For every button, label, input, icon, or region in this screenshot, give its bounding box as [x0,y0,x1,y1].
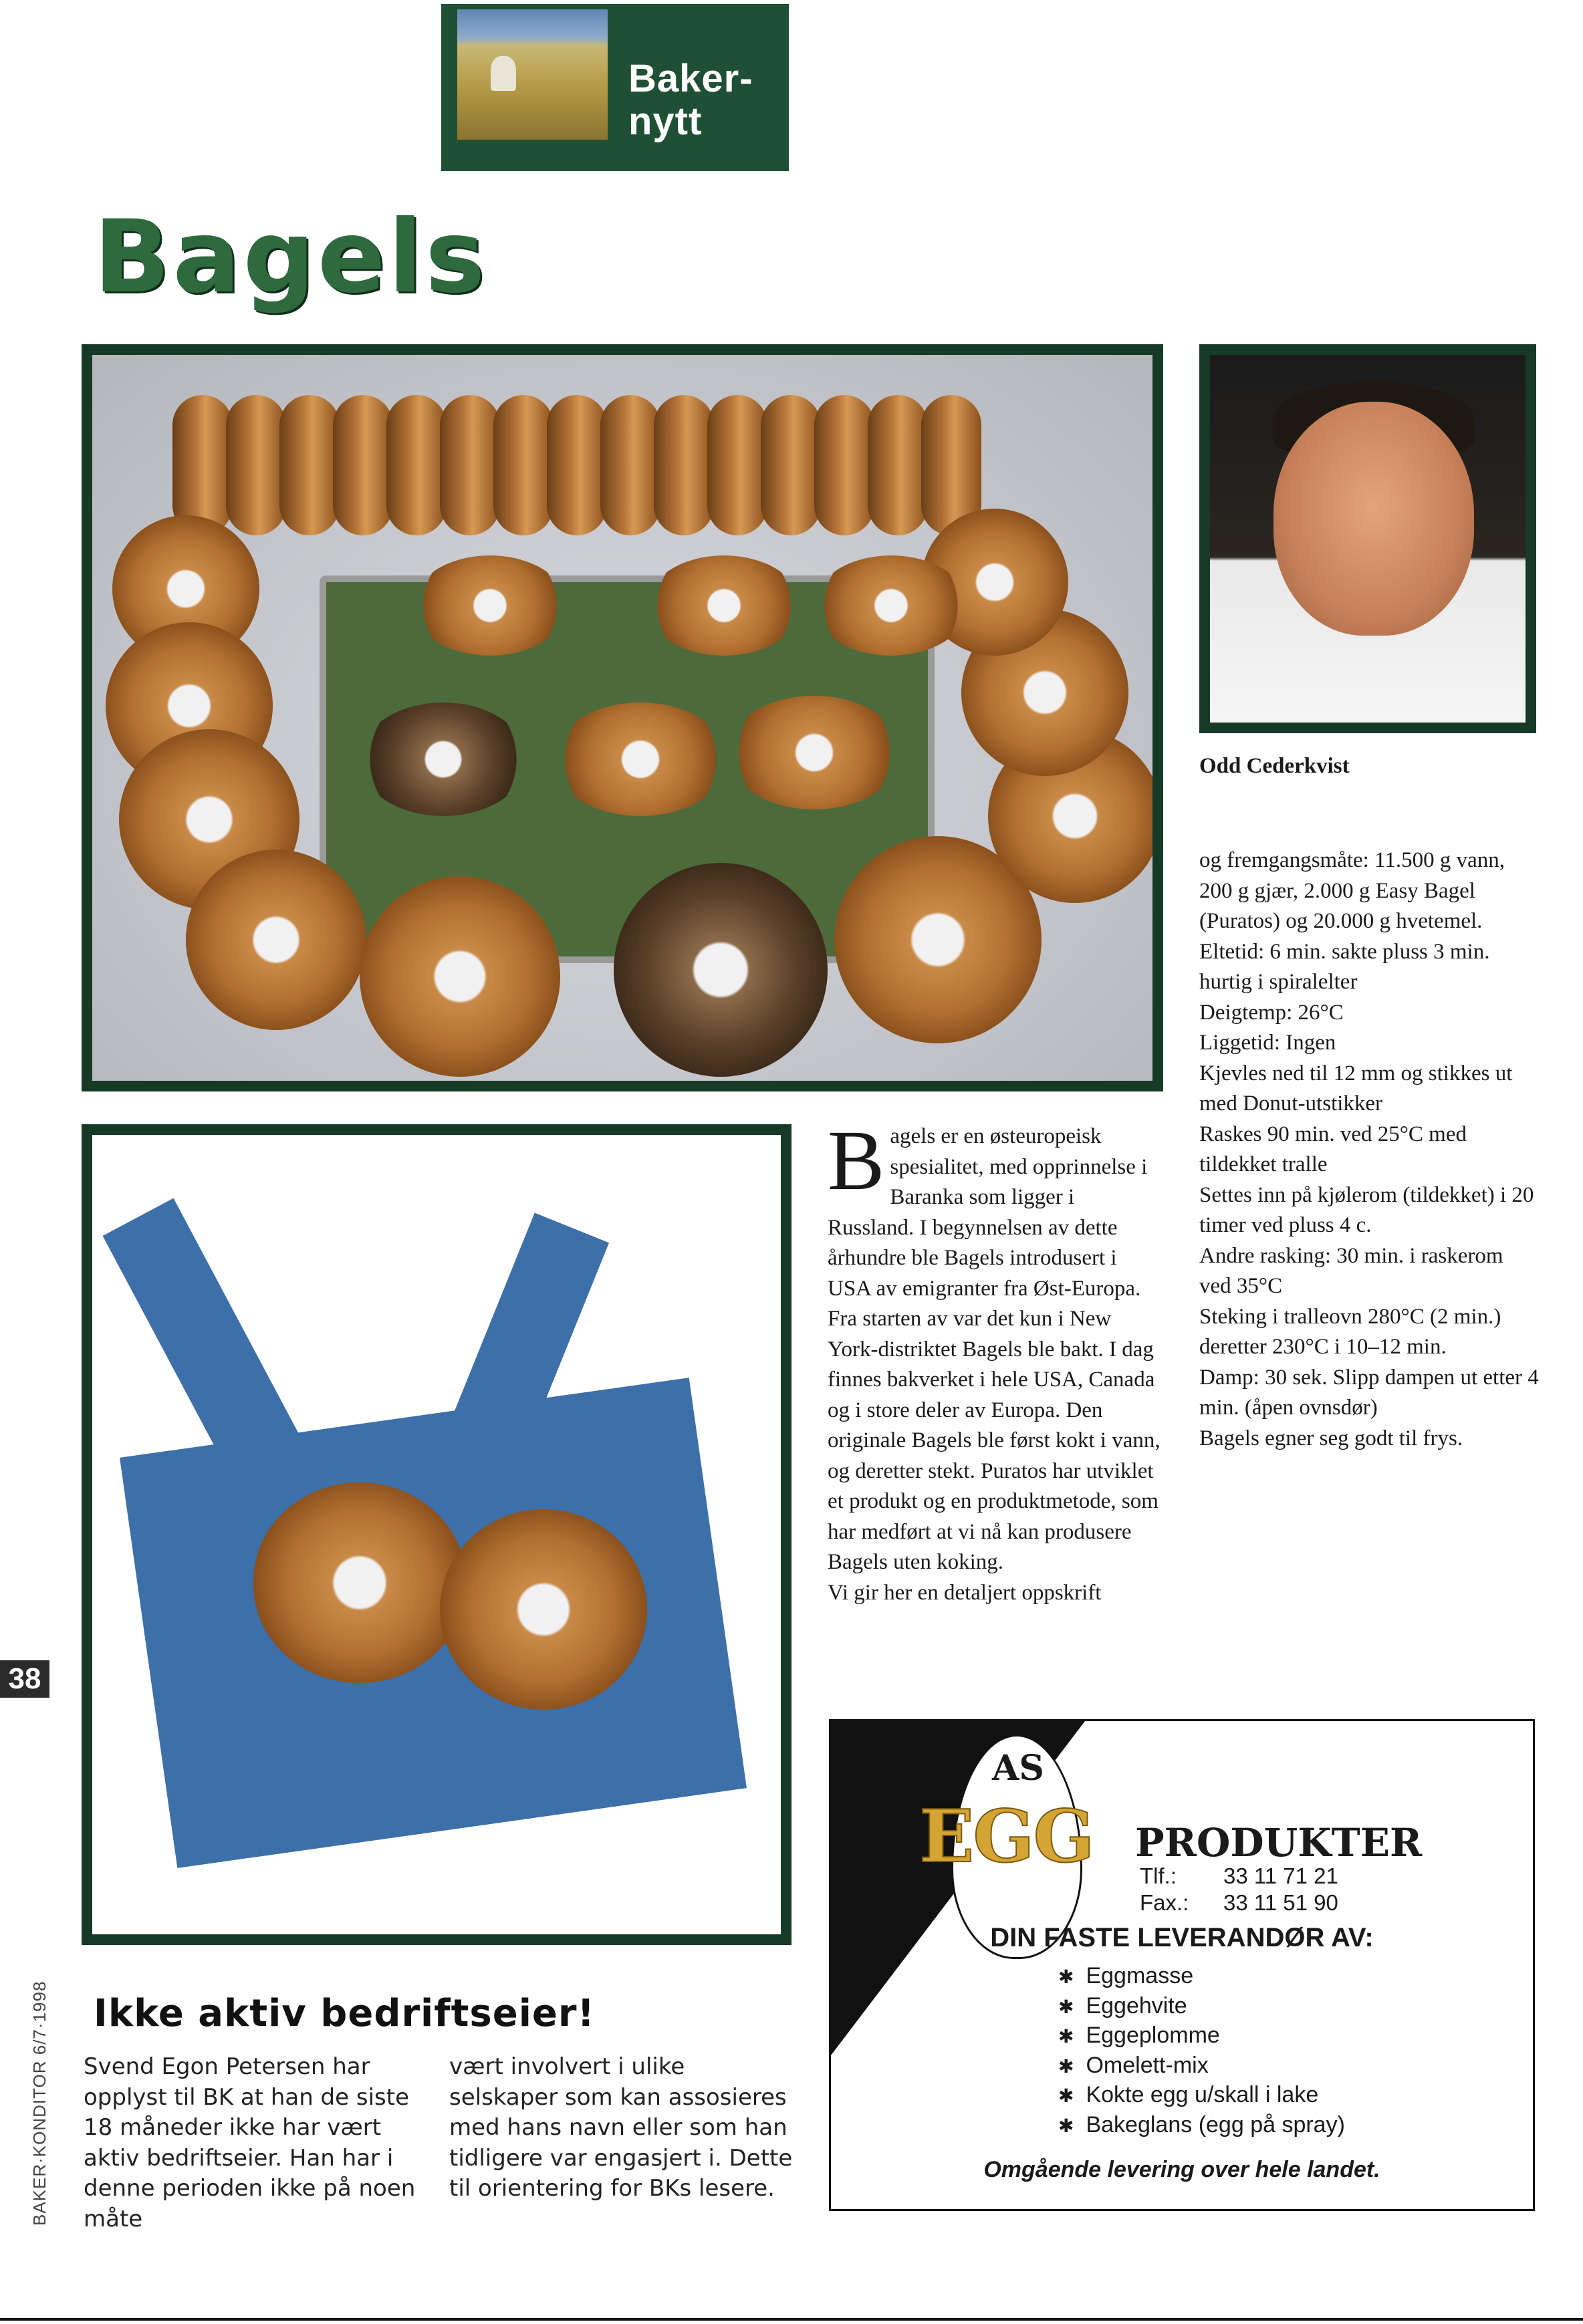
recipe-line: Settes inn på kjølerom (tildekket) i 20 timer ved pluss 4 c. [1199,1182,1534,1237]
fax-number: 33 11 51 90 [1223,1890,1338,1915]
page-number: 38 [0,1660,49,1698]
recipe-line: Bagels egner seg godt til frys. [1199,1426,1463,1450]
recipe-line: og fremgangsmåte: 11.500 g vann, 200 g gjær, 2.000 g Easy Bagel (Puratos) og 20.000 g hvetemel. [1199,848,1505,933]
tlf-number: 33 11 71 21 [1223,1863,1338,1888]
recipe-line: Raskes 90 min. ved 25°C med tildekket tralle [1199,1122,1467,1176]
recipe-column [1199,846,1540,1454]
portrait-caption: Odd Cederkvist [1199,754,1350,778]
badge-line-1: Baker- [628,57,753,100]
bottom-rule [0,2318,1583,2321]
ad-product-item: ✱ Omelett-mix [1058,2051,1345,2081]
egg-produkter-advertisement [829,1719,1535,2211]
ad-product-item: ✱ Bakeglans (egg på spray) [1058,2111,1345,2141]
ad-product-item: ✱ Eggehvite [1058,1992,1345,2022]
article-column-1 [828,1113,1162,1608]
recipe-line: Liggetid: Ingen [1199,1031,1336,1055]
portrait-photo [1199,344,1536,733]
badge-text [628,57,753,143]
notice-heading: Ikke aktiv bedriftseier! [94,1992,596,2035]
notice-column-2: vært involvert i ulike selskaper som kan assosieres med hans navn eller som han tidligere var engasjert i. Dette til orientering for BKs lesere. [449,2053,793,2202]
drop-cap: B [828,1113,885,1208]
recipe-line: Eltetid: 6 min. sakte pluss 3 min. hurtig i spiralelter [1199,939,1490,994]
bagels-platter-photo [82,344,1163,1091]
ad-product-item: ✱ Eggeplomme [1058,2021,1345,2051]
recipe-line: Andre rasking: 30 min. i raskerom ved 35°C [1199,1243,1503,1298]
ad-footer: Omgående levering over hele landet. [983,2157,1380,2182]
ad-egg-logo-text: EGG [919,1795,1094,1879]
tlf-label: Tlf.: [1140,1863,1177,1888]
header-badge [441,4,789,171]
ad-heading: DIN FASTE LEVERANDØR AV: [990,1923,1374,1952]
fax-label: Fax.: [1140,1890,1189,1915]
ad-product-list [1058,1962,1345,2140]
recipe-line: Steking i tralleovn 280°C (2 min.) deretter 230°C i 10–12 min. [1199,1304,1501,1359]
bagel-basket-photo [82,1124,792,1945]
recipe-line: Damp: 30 sek. Slipp dampen ut etter 4 min. (åpen ovnsdør) [1199,1365,1539,1420]
ad-as-label: AS [992,1748,1044,1789]
ad-contacts [1140,1863,1338,1916]
page-title: Bagels [94,199,488,315]
notice-column-1: Svend Egon Petersen har opplyst til BK at han de siste 18 måneder ikke har vært aktiv bedriftseier. Han har i denne perioden ikke på noen måte [84,2053,416,2232]
ad-product-item: ✱ Eggmasse [1058,1962,1345,1992]
ad-product-item: ✱ Kokte egg u/skall i lake [1058,2081,1345,2111]
wheat-field-photo [457,9,608,140]
magazine-issue-label: BAKER·KONDITOR 6/7·1998 [29,1980,49,2226]
article-last-line: Vi gir her en detaljert oppskrift [828,1580,1102,1605]
recipe-line: Deigtemp: 26°C [1199,1000,1344,1025]
badge-line-2: nytt [628,100,703,143]
article-body: agels er en østeuropeisk spesialitet, med opprinnelse i Baranka som ligger i Russland. I begynnelsen av dette århundre ble Bagels introdusert i USA av emigranter fra Øst-Europa. Fra starten av var det kun i New York-distriktet Bagels ble bakt. I dag finnes bakverket i hele USA, Canada og i store deler av Europa. Den originale Bagels ble først kokt i vann, og deretter stekt. Puratos har utviklet et produkt og en produktmetode, som har medført at vi nå kan produsere Bagels uten koking. [828,1124,1161,1574]
ad-produkter-label: PRODUKTER [1135,1820,1423,1865]
recipe-line: Kjevles ned til 12 mm og stikkes ut med Donut-utstikker [1199,1061,1513,1116]
